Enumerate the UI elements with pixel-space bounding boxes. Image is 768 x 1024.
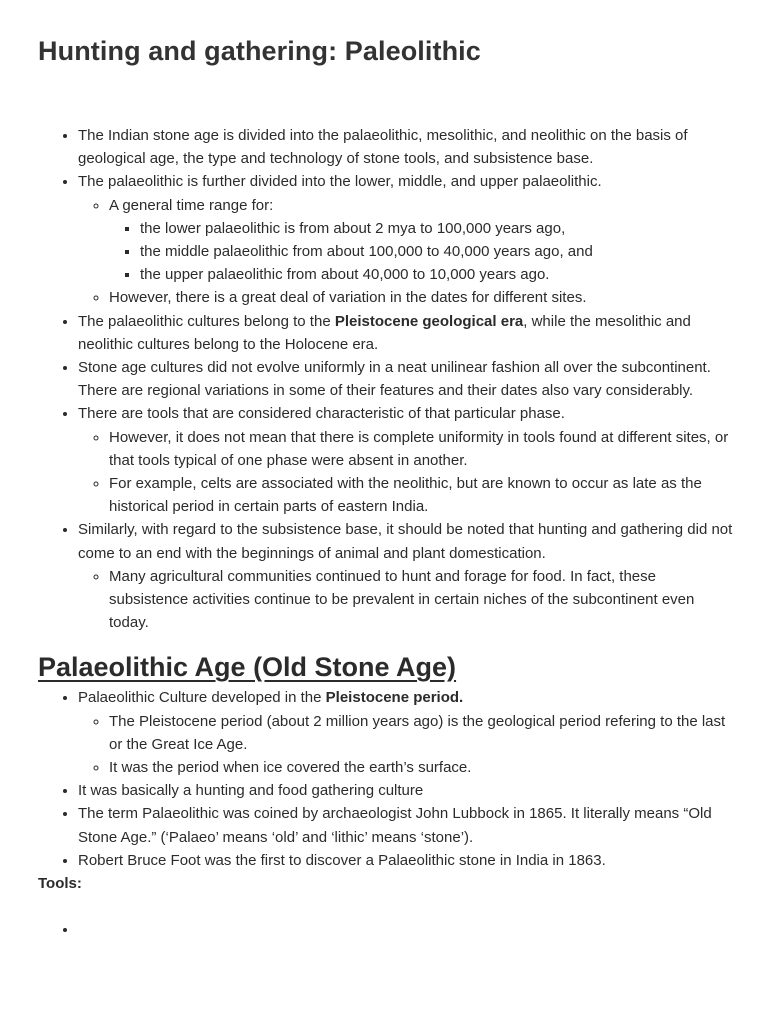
sub-list — [78, 710, 738, 780]
sub-list-item: ◦ A general time range for: ▪ the lower palaeolithic is from about 2 mya to 100,000 years ago, ▪ the middle palaeolithic from about 100,000 to 40,000 years ago, and ▪ the upper palaeolithic from about 40,000 to 10,000 years ago. — [109, 194, 738, 287]
bold-term: Pleistocene period. — [325, 689, 464, 707]
section-heading: Palaeolithic Age (Old Stone Age) — [38, 652, 457, 683]
sub-sub-list-item: ▪ the middle palaeolithic from about 100,000 to 40,000 years ago, and — [140, 240, 738, 263]
sub-list-item: ◦ It was the period when ice covered the earth’s surface. — [109, 756, 738, 779]
sub-sub-list-item: ▪ the upper palaeolithic from about 40,000 to 10,000 years ago. — [140, 263, 738, 286]
list-item: • There are tools that are considered characteristic of that particular phase. ◦ However, it does not mean that there is complete uniformity in tools found at different sites, or that tools typical of one phase were absent in another. ◦ For example, celts are associated with the neolithic, but are known to occur as late as the historical period in certain parts of eastern India. — [78, 402, 738, 518]
sub-list — [78, 565, 738, 635]
sub-sub-list — [109, 217, 738, 287]
tools-list — [38, 918, 738, 941]
section-list — [38, 686, 738, 872]
article-body — [38, 124, 738, 941]
sub-list-item: ◦ However, there is a great deal of variation in the dates for different sites. — [109, 286, 738, 309]
sub-list-item: ◦ The Pleistocene period (about 2 million years ago) is the geological period refering to the last or the Great Ice Age. — [109, 710, 738, 756]
empty-list-item — [78, 918, 738, 941]
list-item: • Similarly, with regard to the subsistence base, it should be noted that hunting and gathering did not come to an end with the beginnings of animal and plant domestication. ◦ Many agricultural communities continued to hunt and forage for food. In fact, these subsistence activities continue to be prevalent in certain niches of the subcontinent even today. — [78, 518, 738, 634]
list-item: • The Indian stone age is divided into the palaeolithic, mesolithic, and neolithic on the basis of geological age, the type and technology of stone tools, and subsistence base. — [78, 124, 738, 170]
sub-list-item: ◦ However, it does not mean that there is complete uniformity in tools found at different sites, or that tools typical of one phase were absent in another. — [109, 426, 738, 472]
page-title: Hunting and gathering: Paleolithic — [38, 36, 481, 66]
list-item: • The term Palaeolithic was coined by archaeologist John Lubbock in 1865. It literally means “Old Stone Age.” (‘Palaeo’ means ‘old’ and ‘lithic’ means ‘stone’). — [78, 802, 738, 848]
list-item: • It was basically a hunting and food gathering culture — [78, 779, 738, 802]
list-item: • The palaeolithic is further divided into the lower, middle, and upper palaeolithic. ◦ A general time range for: ▪ the lower palaeolithic is from about 2 mya to 100,000 years ago, ▪ the middle palaeolithic from about 100,000 to 40,000 years ago, and ▪ the upper palaeolithic from about 40,000 to 10,000 years ago. ◦ However, there is a great deal of variation in the dates for different sites. — [78, 170, 738, 309]
list-item: • The palaeolithic cultures belong to the Pleistocene geological era, while the mesolithic and neolithic cultures belong to the Holocene era. — [78, 310, 738, 356]
bold-term: Pleistocene geological era — [334, 312, 524, 330]
sub-list — [78, 426, 738, 519]
tools-label: Tools: — [38, 875, 82, 893]
list-item: • Robert Bruce Foot was the first to discover a Palaeolithic stone in India in 1863. — [78, 849, 738, 872]
intro-list — [38, 124, 738, 634]
list-item: • Stone age cultures did not evolve uniformly in a neat unilinear fashion all over the subcontinent. There are regional variations in some of their features and their dates also vary considerably. — [78, 356, 738, 402]
sub-list — [78, 194, 738, 310]
sub-list-item: ◦ For example, celts are associated with the neolithic, but are known to occur as late as the historical period in certain parts of eastern India. — [109, 472, 738, 518]
sub-sub-list-item: ▪ the lower palaeolithic is from about 2 mya to 100,000 years ago, — [140, 217, 738, 240]
list-item: • Palaeolithic Culture developed in the Pleistocene period. ◦ The Pleistocene period (about 2 million years ago) is the geological period refering to the last or the Great Ice Age. ◦ It was the period when ice covered the earth’s surface. — [78, 686, 738, 779]
sub-list-item: ◦ Many agricultural communities continued to hunt and forage for food. In fact, these subsistence activities continue to be prevalent in certain niches of the subcontinent even today. — [109, 565, 738, 635]
